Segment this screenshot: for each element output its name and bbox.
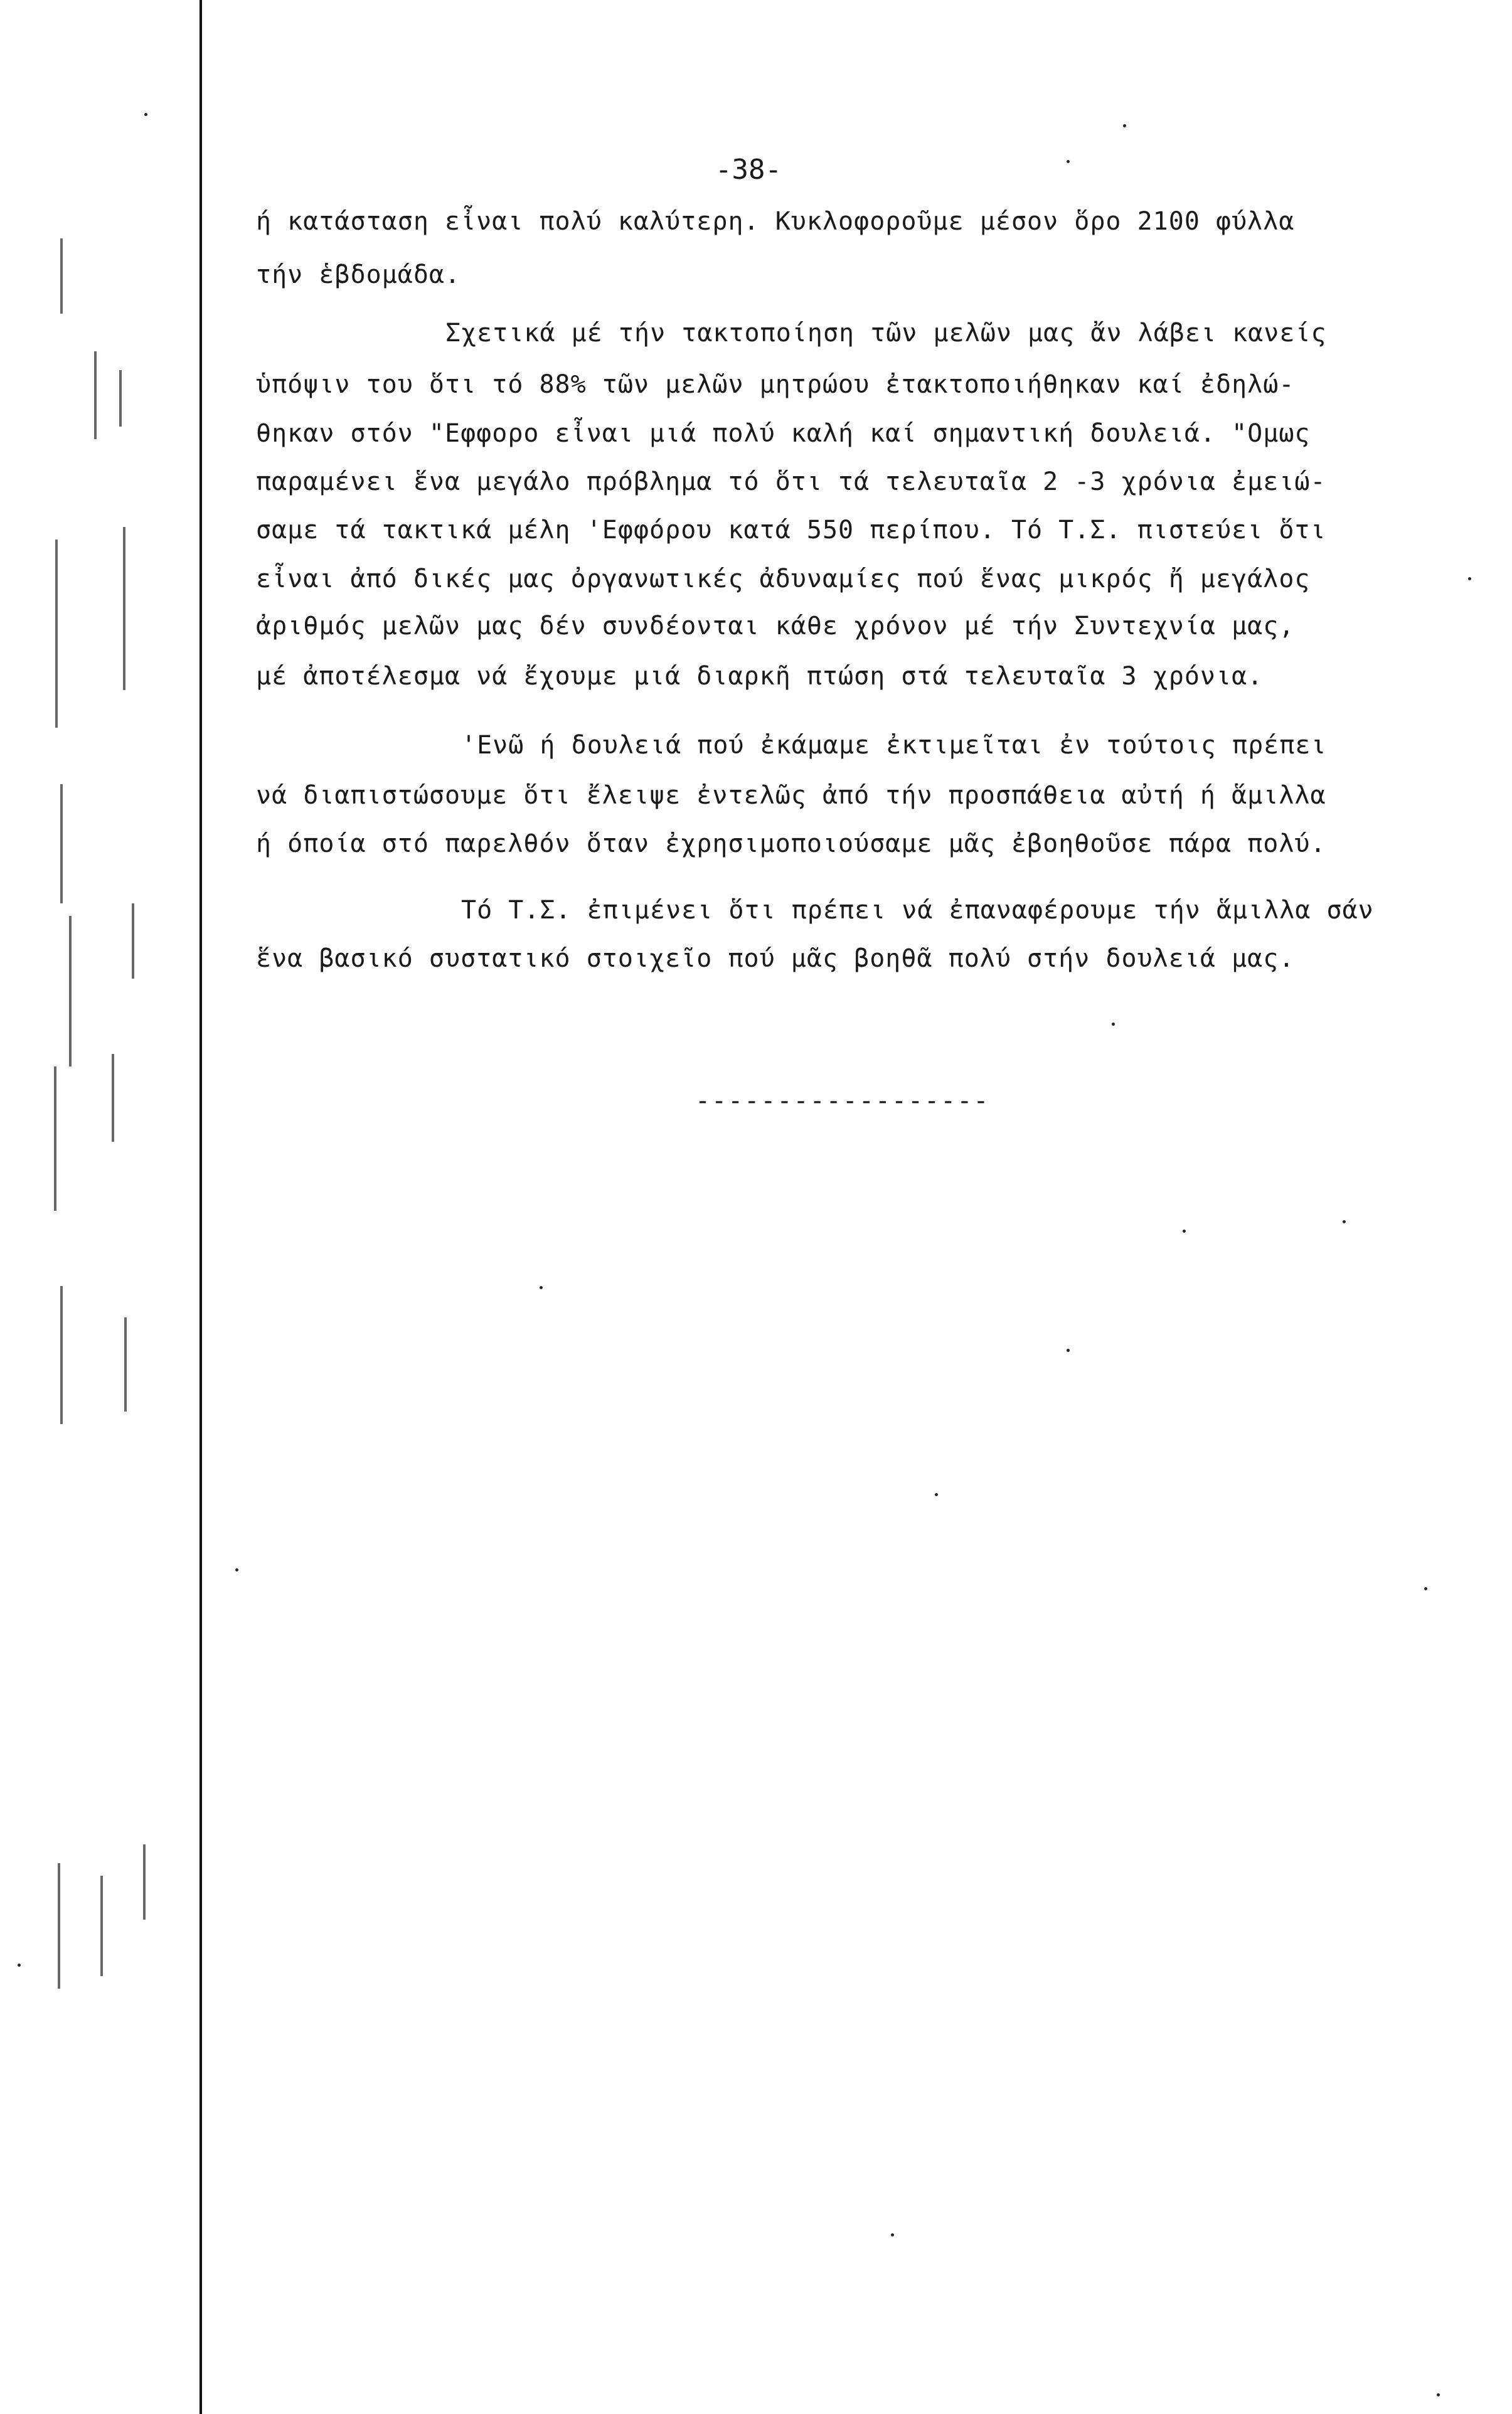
text-line: θηκαν στόν "Εφφορο εἶναι μιά πολύ καλή καί σημαντική δουλειά. "Ομως [256,419,1311,448]
text-line: μέ ἀποτέλεσμα νά ἔχουμε μιά διαρκῆ πτώση στά τελευταῖα 3 χρόνια. [256,662,1264,691]
scan-speck [1112,1023,1115,1026]
bleed-mark [94,351,97,439]
scan-speck [1183,1230,1186,1233]
scan-speck [540,1286,543,1289]
bleed-mark [124,1317,127,1412]
bleed-mark [54,1066,56,1211]
scan-speck [235,1568,238,1571]
bleed-mark [69,916,72,1066]
scan-speck [18,1964,21,1967]
bleed-mark [60,1286,63,1424]
bleed-mark [60,784,63,903]
text-line: ἕνα βασικό συστατικό στοιχεῖο πού μᾶς βοηθᾶ πολύ στήν δουλειά μας. [256,944,1295,973]
bleed-mark [112,1054,114,1142]
scan-speck [1067,1349,1070,1352]
scan-speck [891,2233,894,2236]
text-line: ή όποία στό παρελθόν ὅταν ἐχρησιμοποιούσαμε μᾶς ἐβοηθοῦσε πάρα πολύ. [256,829,1326,858]
text-line: παραμένει ἕνα μεγάλο πρόβλημα τό ὅτι τά τελευταῖα 2 -3 χρόνια ἐμειώ- [256,467,1326,496]
text-line: 'Ενῶ ή δουλειά πού ἐκάμαμε ἐκτιμεῖται ἐν τούτοις πρέπει [461,731,1327,760]
text-line: εἶναι ἀπό δικές μας ὀργανωτικές ἀδυναμίες πού ἕνας μικρός ἤ μεγάλος [256,565,1311,593]
scan-speck [1424,1587,1427,1590]
scan-speck [1437,2393,1440,2396]
scan-speck [1468,577,1471,580]
text-line: Σχετικά μέ τήν τακτοποίηση τῶν μελῶν μας ἄν λάβει κανείς [445,319,1327,348]
bleed-mark [132,903,134,979]
left-margin-rule [200,0,202,2414]
page-number: -38- [715,154,782,186]
scan-speck [1123,124,1126,127]
text-line: τήν ἑβδομάδα. [256,260,461,289]
bleed-mark [100,1876,103,1976]
text-line: σαμε τά τακτικά μέλη 'Εφφόρου κατά 550 περίπου. Τό Τ.Σ. πιστεύει ὅτι [256,516,1326,545]
bleed-mark [60,238,63,314]
text-line: ἀριθμός μελῶν μας δέν συνδέονται κάθε χρόνον μέ τήν Συντεχνία μας, [256,612,1295,641]
scan-speck [1067,160,1070,163]
bleed-mark [55,540,58,728]
scan-speck [1343,1220,1346,1223]
section-separator: ------------------ [695,1087,990,1115]
bleed-mark [143,1844,146,1920]
text-line: ὑπόψιν του ὅτι τό 88% τῶν μελῶν μητρώου ἐτακτοποιήθηκαν καί ἐδηλώ- [256,370,1295,399]
bleed-mark [119,370,122,427]
bleed-mark [123,527,125,690]
text-line: νά διαπιστώσουμε ὅτι ἔλειψε ἐντελῶς ἀπό τήν προσπάθεια αὐτή ή ἅμιλλα [256,781,1326,810]
text-line: Τό Τ.Σ. ἐπιμένει ὅτι πρέπει νά ἐπαναφέρουμε τήν ἅμιλλα σάν [461,896,1374,925]
scan-speck [935,1493,938,1496]
scan-speck [144,113,147,116]
bleed-mark [58,1863,60,1989]
text-line: ή κατάσταση εἶναι πολύ καλύτερη. Κυκλοφοροῦμε μέσον ὅρο 2100 φύλλα [256,207,1295,236]
